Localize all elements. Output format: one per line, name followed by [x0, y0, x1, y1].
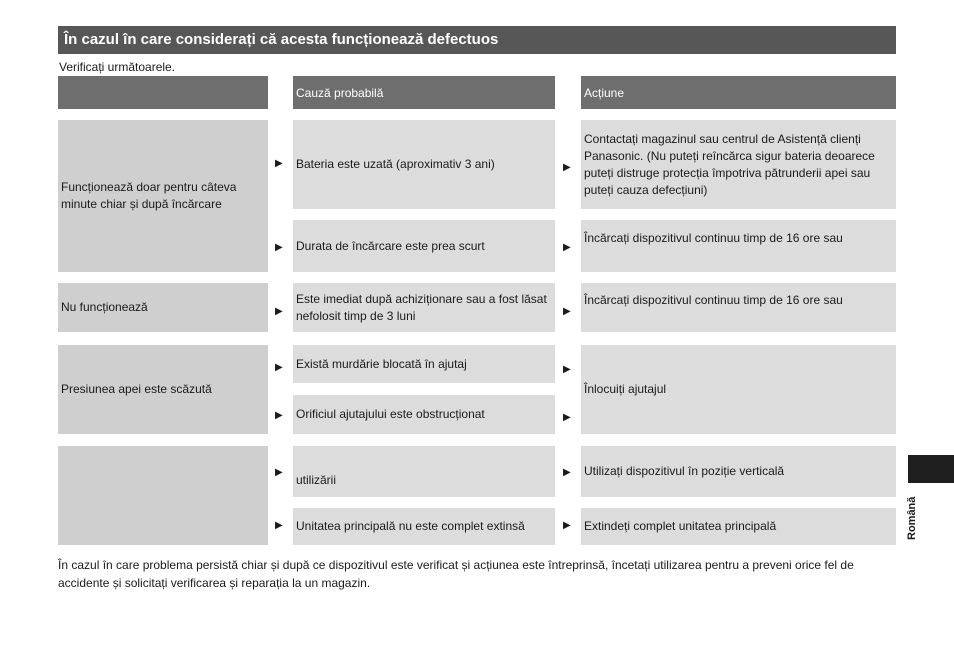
cause-cell-4a: utilizării — [293, 446, 555, 497]
arrow-icon: ▶ — [563, 242, 571, 253]
language-tab-marker — [908, 455, 954, 483]
action-cell-4b: Extindeți complet unitatea principală — [581, 508, 896, 545]
arrow-icon: ▶ — [563, 162, 571, 173]
action-cell-1a: Contactați magazinul sau centrul de Asistență clienți Panasonic. (Nu puteți reîncărca sigur bateria deoarece puteți distruge protecția împotriva pătrunderii apei sau puteți cauza defecțiuni) — [581, 120, 896, 209]
symptom-cell-1: Funcționează doar pentru câteva minute chiar și după încărcare — [58, 120, 268, 272]
symptom-cell-3: Presiunea apei este scăzută — [58, 345, 268, 434]
cause-cell-4b: Unitatea principală nu este complet extinsă — [293, 508, 555, 545]
action-cell-4a: Utilizați dispozitivul în poziție verticală — [581, 446, 896, 497]
cause-cell-3a: Există murdărie blocată în ajutaj — [293, 345, 555, 383]
section-title: În cazul în care considerați că acesta funcționează defectuos — [58, 26, 896, 54]
arrow-icon: ▶ — [275, 362, 283, 373]
action-cell-2: Încărcați dispozitivul continuu timp de 16 ore sau — [581, 283, 896, 332]
arrow-icon: ▶ — [275, 520, 283, 531]
arrow-icon: ▶ — [275, 306, 283, 317]
action-cell-3: Înlocuiți ajutajul — [581, 345, 896, 434]
language-label: Română — [906, 496, 918, 540]
arrow-icon: ▶ — [275, 410, 283, 421]
arrow-icon: ▶ — [563, 412, 571, 423]
arrow-icon: ▶ — [563, 364, 571, 375]
header-cause: Cauză probabilă — [293, 76, 555, 109]
action-cell-1b: Încărcați dispozitivul continuu timp de 16 ore sau — [581, 220, 896, 272]
header-action: Acțiune — [581, 76, 896, 109]
instruction-text: Verificați următoarele. — [59, 60, 176, 74]
symptom-cell-2: Nu funcționează — [58, 283, 268, 332]
cause-cell-2: Este imediat după achiziționare sau a fost lăsat nefolosit timp de 3 luni — [293, 283, 555, 332]
arrow-icon: ▶ — [275, 242, 283, 253]
header-symptom — [58, 76, 268, 109]
cause-cell-3b: Orificiul ajutajului este obstrucționat — [293, 395, 555, 434]
arrow-icon: ▶ — [563, 467, 571, 478]
arrow-icon: ▶ — [563, 520, 571, 531]
footer-note: În cazul în care problema persistă chiar și după ce dispozitivul este verificat și acțiunea este întreprinsă, încetați utilizarea pentru a preveni orice fel de accidente și solicitați verificarea și reparația la un magazin. — [58, 558, 854, 590]
arrow-icon: ▶ — [563, 306, 571, 317]
arrow-icon: ▶ — [275, 467, 283, 478]
cause-cell-1b: Durata de încărcare este prea scurt — [293, 220, 555, 272]
arrow-icon: ▶ — [275, 158, 283, 169]
symptom-cell-4 — [58, 446, 268, 545]
cause-cell-1a: Bateria este uzată (aproximativ 3 ani) — [293, 120, 555, 209]
